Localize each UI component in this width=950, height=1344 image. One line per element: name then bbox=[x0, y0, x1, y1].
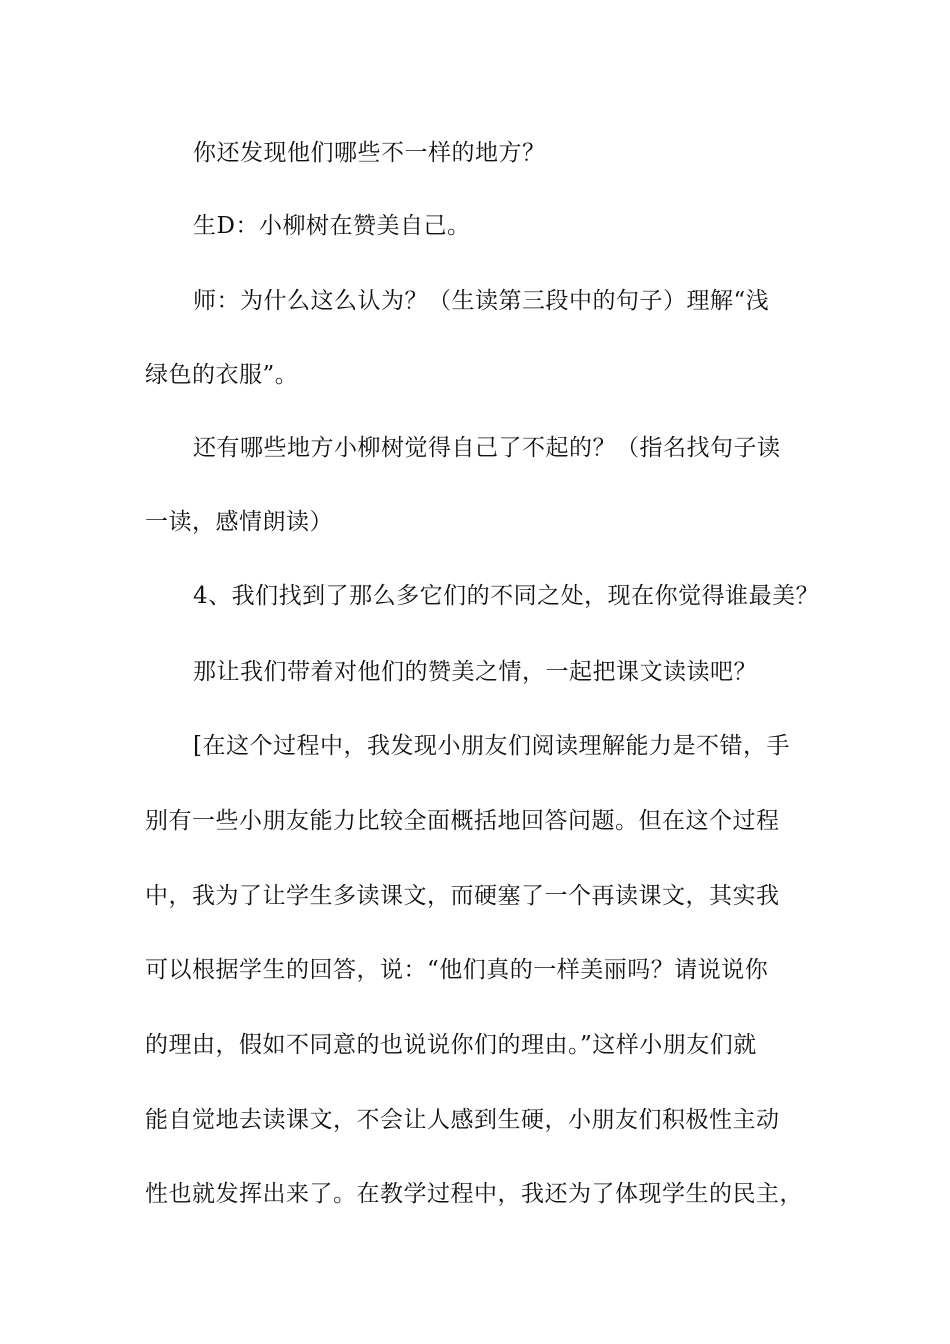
paragraph-line: 中，我为了让学生多读课文，而硬塞了一个再读课文，其实我 bbox=[145, 883, 780, 909]
paragraph-line: 绿色的衣服”。 bbox=[145, 362, 299, 388]
paragraph-line: [在这个过程中，我发现小朋友们阅读理解能力是不错，手 bbox=[193, 733, 790, 759]
paragraph-line: 的理由，假如不同意的也说说你们的理由。”这样小朋友们就 bbox=[145, 1032, 757, 1058]
paragraph-line: 那让我们带着对他们的赞美之情，一起把课文读读吧？ bbox=[193, 659, 757, 685]
paragraph-line: 能自觉地去读课文，不会让人感到生硬，小朋友们积极性主动 bbox=[145, 1107, 780, 1133]
paragraph-line: 还有哪些地方小柳树觉得自己了不起的？（指名找句子读 bbox=[193, 435, 781, 461]
paragraph-line: 别有一些小朋友能力比较全面概括地回答问题。但在这个过程 bbox=[145, 808, 780, 834]
paragraph-line: 4、我们找到了那么多它们的不同之处，现在你觉得谁最美？ bbox=[193, 583, 820, 609]
paragraph-line: 可以根据学生的回答，说：“他们真的一样美丽吗？请说说你 bbox=[145, 957, 769, 983]
paragraph-line: 一读，感情朗读） bbox=[145, 509, 333, 535]
paragraph-line: 师：为什么这么认为？（生读第三段中的句子）理解“浅 bbox=[193, 288, 770, 314]
paragraph-line: 性也就发挥出来了。在教学过程中，我还为了体现学生的民主， bbox=[145, 1181, 803, 1207]
paragraph-line: 你还发现他们哪些不一样的地方？ bbox=[193, 140, 546, 166]
paragraph-line: 生D：小柳树在赞美自己。 bbox=[193, 213, 471, 239]
